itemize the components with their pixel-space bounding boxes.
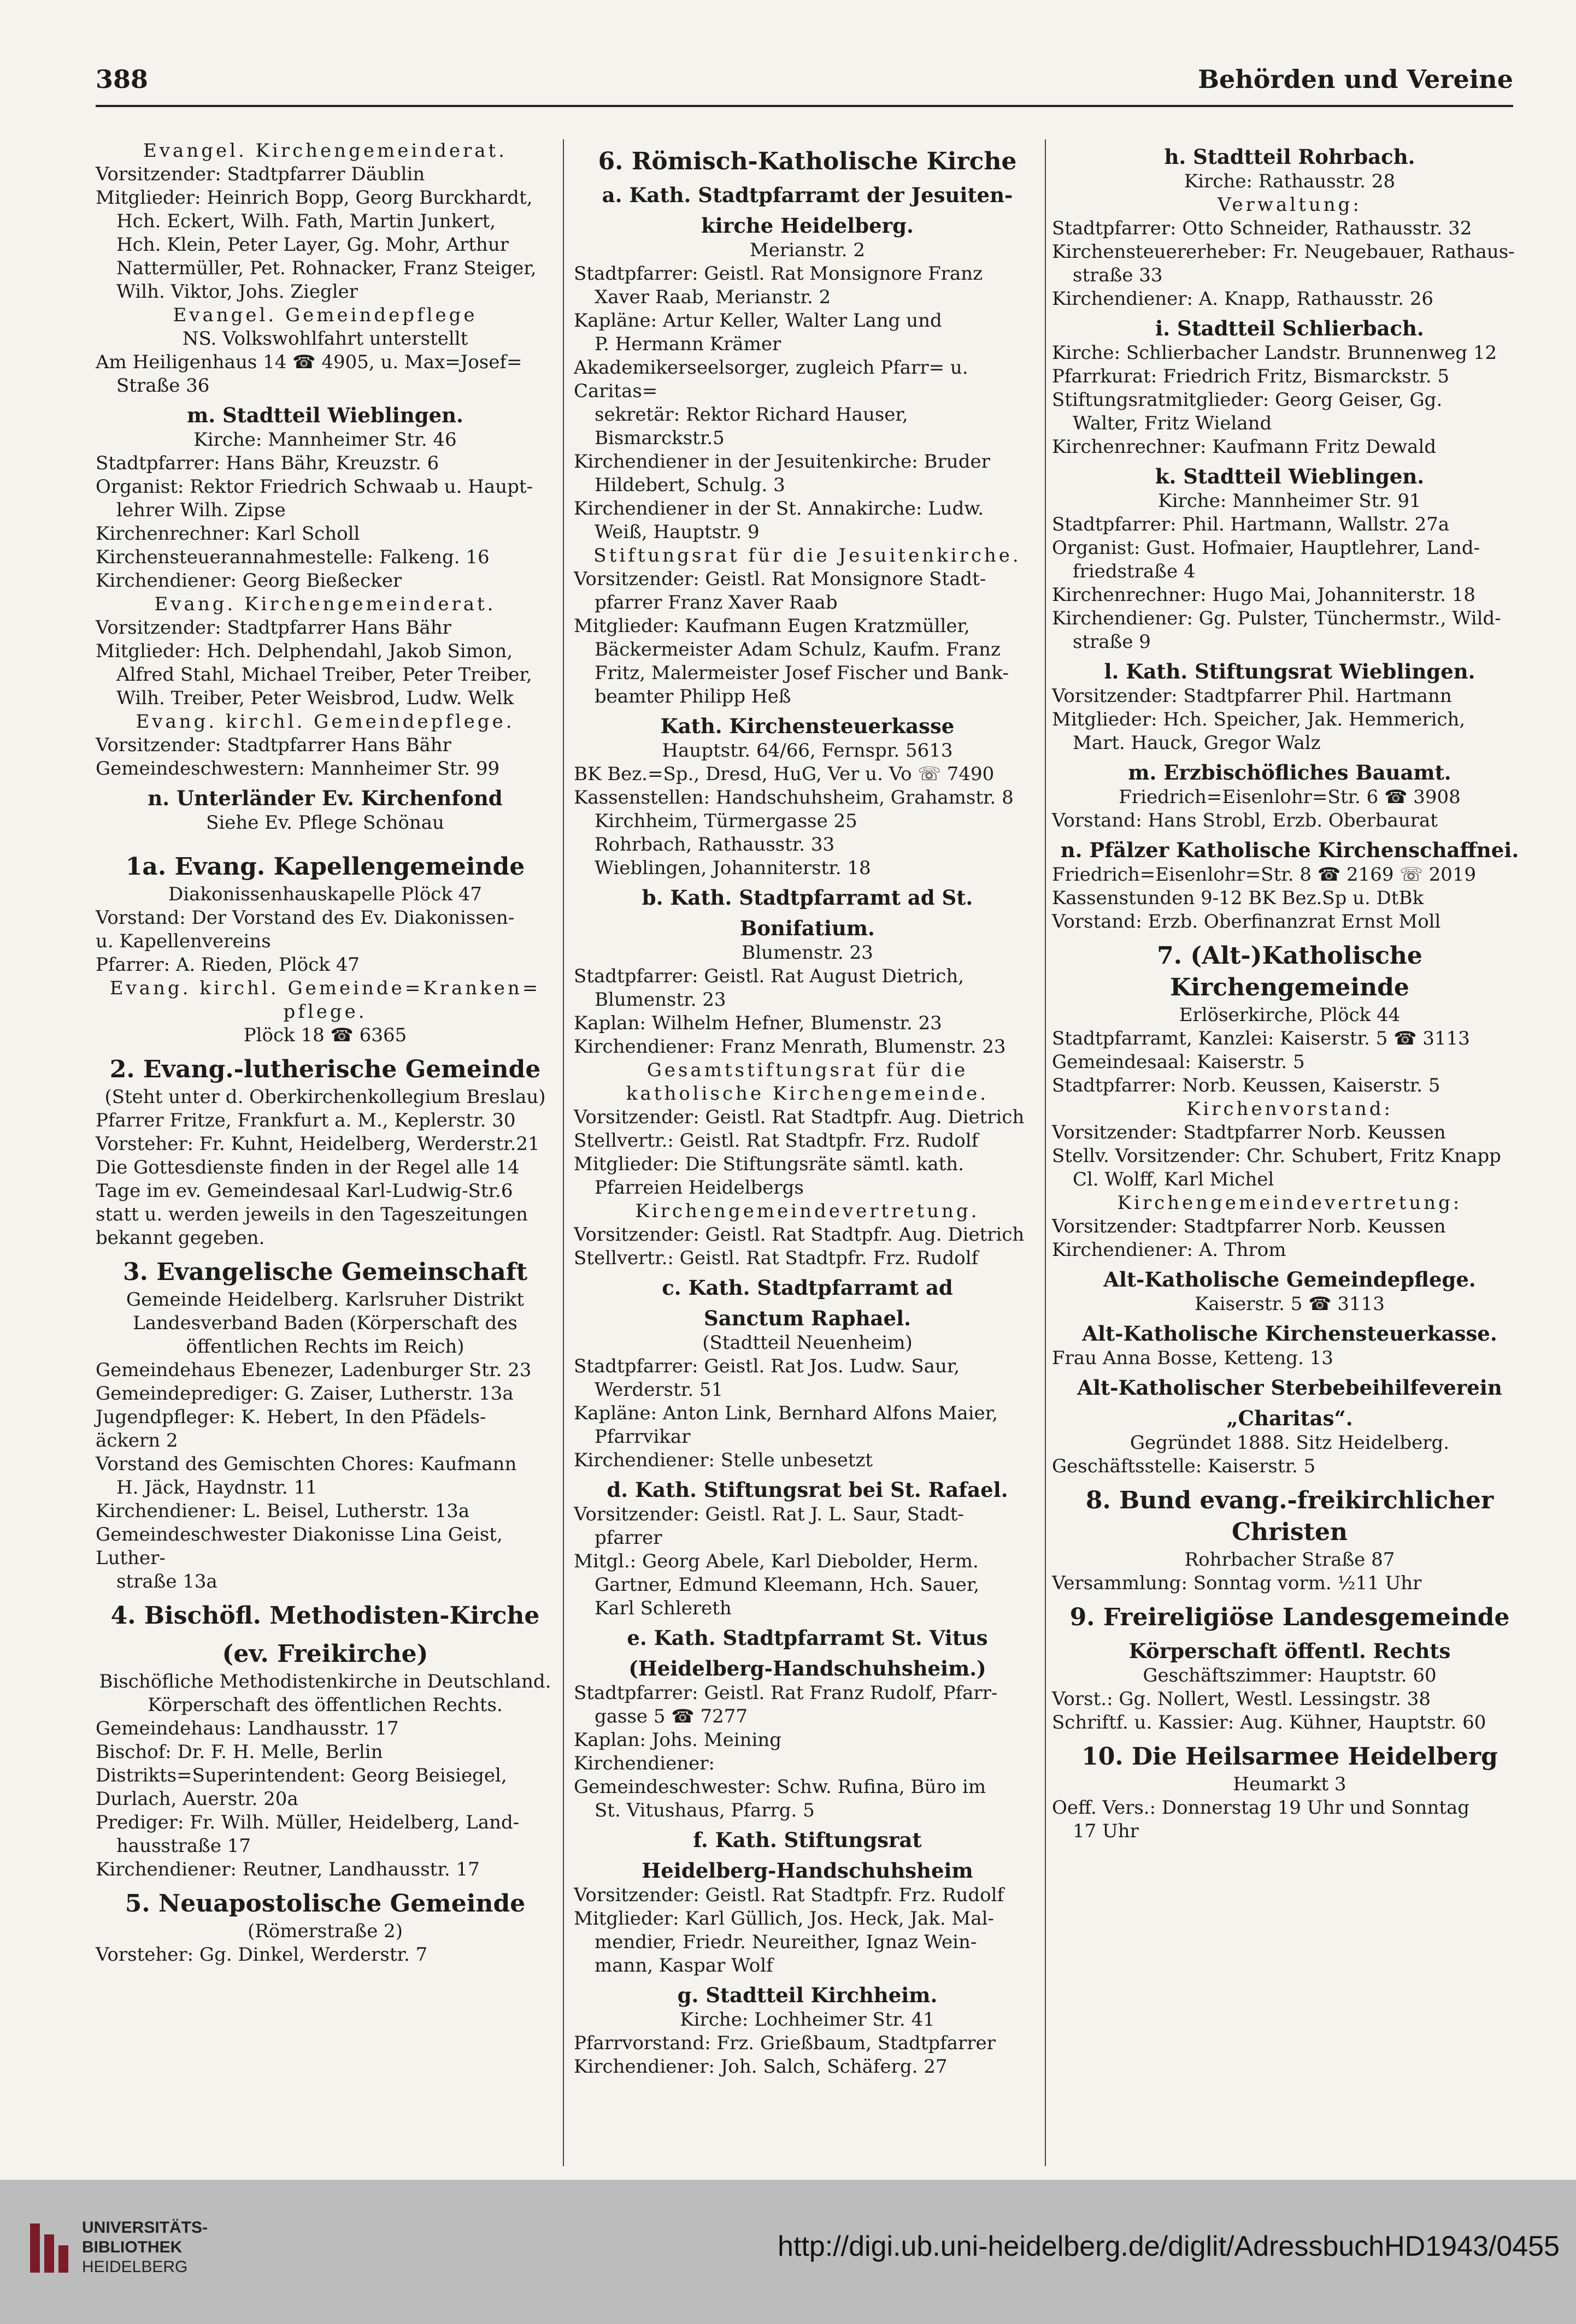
section-heading: 2. Evang.-lutherische Gemeinde bbox=[109, 1055, 541, 1083]
text-line: Stadtpfarramt, Kanzlei: Kaiserstr. 5 ☎ 3113 bbox=[1052, 1028, 1470, 1049]
section-heading: 9. Freireligiöse Landesgemeinde bbox=[1069, 1603, 1510, 1631]
text-line: Karl Schlereth bbox=[595, 1597, 732, 1619]
text-line: 17 Uhr bbox=[1073, 1820, 1139, 1842]
text-line: Blumenstr. 23 bbox=[742, 942, 873, 964]
text-line: Kirchenrechner: Hugo Mai, Johanniterstr. 18 bbox=[1052, 584, 1475, 606]
section-heading: 10. Die Heilsarmee Heidelberg bbox=[1081, 1743, 1498, 1771]
text-line: Gesamtstiftungsrat für die bbox=[646, 1059, 968, 1081]
section-heading: g. Stadtteil Kirchheim. bbox=[677, 1983, 938, 2007]
text-line: Kaplan: Wilhelm Hefner, Blumenstr. 23 bbox=[574, 1012, 942, 1034]
text-line: BK Bez.=Sp., Dresd, HuG, Ver u. Vo ☏ 7490 bbox=[574, 763, 995, 785]
text-line: lehrer Wilh. Zipse bbox=[116, 499, 286, 521]
text-line: (Stadtteil Neuenheim) bbox=[702, 1332, 913, 1354]
section-heading: a. Kath. Stadtpfarramt der Jesuiten- bbox=[602, 183, 1013, 207]
text-line: Kirche: Schlierbacher Landstr. Brunnenweg 12 bbox=[1052, 342, 1497, 364]
text-line: Verwaltung: bbox=[1218, 194, 1362, 216]
text-line: Gemeindeschwester Diakonisse Lina Geist, Luther- bbox=[96, 1524, 509, 1569]
text-line: Weiß, Hauptstr. 9 bbox=[595, 521, 760, 543]
section-heading: 4. Bischöfl. Methodisten-Kirche bbox=[110, 1602, 540, 1630]
text-line: Werderstr. 51 bbox=[595, 1379, 724, 1401]
text-line: Stadtpfarrer: Geistl. Rat August Dietrich, bbox=[574, 965, 965, 987]
text-line: Stadtpfarrer: Geistl. Rat Franz Rudolf, Pfarr- bbox=[574, 1682, 998, 1704]
running-title: Behörden und Vereine bbox=[1198, 64, 1513, 94]
text-line: Stellvertr.: Geistl. Rat Stadtpfr. Frz. Rudolf bbox=[574, 1130, 979, 1152]
text-line: Versammlung: Sonntag vorm. ½11 Uhr bbox=[1052, 1572, 1422, 1594]
text-line: Mitglieder: Kaufmann Eugen Kratzmüller, bbox=[574, 615, 970, 637]
text-line: Geschäftsstelle: Kaiserstr. 5 bbox=[1052, 1455, 1316, 1477]
text-line: Kassenstunden 9-12 BK Bez.Sp u. DtBk bbox=[1052, 887, 1424, 909]
column-right bbox=[1052, 139, 1527, 1843]
text-line: Hch. Klein, Peter Layer, Gg. Mohr, Arthur bbox=[116, 234, 509, 256]
text-line: Kirchendiener: Gg. Pulster, Tünchermstr., Wild- bbox=[1052, 607, 1501, 629]
text-line: Kaiserstr. 5 ☎ 3113 bbox=[1195, 1293, 1385, 1315]
text-line: Stadtpfarrer: Geistl. Rat Jos. Ludw. Saur, bbox=[574, 1355, 960, 1377]
text-line: Cl. Wolff, Karl Michel bbox=[1073, 1169, 1274, 1190]
text-line: Stiftungsratmitglieder: Georg Geiser, Gg. bbox=[1052, 389, 1443, 411]
text-line: sekretär: Rektor Richard Hauser, Bismarckstr.5 bbox=[595, 404, 914, 449]
text-line: Rohrbacher Straße 87 bbox=[1184, 1549, 1395, 1571]
text-line: Hauptstr. 64/66, Fernspr. 5613 bbox=[662, 740, 953, 762]
text-line: Merianstr. 2 bbox=[749, 239, 866, 261]
section-heading: Heidelberg-Handschuhsheim bbox=[642, 1859, 973, 1883]
section-heading: m. Erzbischöfliches Bauamt. bbox=[1128, 760, 1451, 785]
text-line: Xaver Raab, Merianstr. 2 bbox=[595, 286, 831, 308]
text-line: Kirche: Mannheimer Str. 46 bbox=[193, 429, 457, 451]
text-line: gasse 5 ☎ 7277 bbox=[595, 1706, 748, 1727]
text-line: Gemeinde Heidelberg. Karlsruher Distrikt bbox=[126, 1289, 525, 1311]
text-line: hausstraße 17 bbox=[116, 1835, 251, 1857]
text-line: Wilh. Treiber, Peter Weisbrod, Ludw. Welk bbox=[116, 687, 514, 709]
section-heading: e. Kath. Stadtpfarramt St. Vitus bbox=[627, 1626, 988, 1650]
section-heading: Alt-Katholischer Sterbebeihilfeverein bbox=[1077, 1376, 1502, 1400]
library-logo-text: UNIVERSITÄTS- BIBLIOTHEK HEIDELBERG bbox=[82, 2219, 208, 2276]
text-line: Kirche: Rathausstr. 28 bbox=[1184, 170, 1396, 192]
text-line: Kapläne: Anton Link, Bernhard Alfons Maier, bbox=[574, 1402, 998, 1424]
text-line: Stellv. Vorsitzender: Chr. Schubert, Fritz Knapp bbox=[1052, 1145, 1501, 1167]
text-line: Fritz, Malermeister Josef Fischer und Bank- bbox=[595, 662, 1009, 684]
text-line: Vorsitzender: Stadtpfarrer Däublin bbox=[96, 163, 425, 185]
text-line: Jugendpfleger: K. Hebert, In den Pfädels- bbox=[96, 1406, 486, 1428]
text-line: beamter Philipp Heß bbox=[595, 686, 791, 707]
text-line: Durlach, Auerstr. 20a bbox=[96, 1788, 298, 1810]
text-line: friedstraße 4 bbox=[1073, 561, 1196, 582]
text-line: H. Jäck, Haydnstr. 11 bbox=[116, 1477, 317, 1499]
text-line: Vorsitzender: Stadtpfarrer Phil. Hartmann bbox=[1052, 685, 1452, 707]
text-line: Gegründet 1888. Sitz Heidelberg. bbox=[1130, 1432, 1450, 1454]
text-line: Akademikerseelsorger, zugleich Pfarr= u. Caritas= bbox=[574, 357, 974, 402]
text-line: Plöck 18 ☎ 6365 bbox=[243, 1024, 407, 1046]
text-line: Kirchensteuererheber: Fr. Neugebauer, Rathaus- bbox=[1052, 241, 1515, 263]
text-line: Siehe Ev. Pflege Schönau bbox=[206, 812, 444, 834]
text-line: pfarrer bbox=[595, 1527, 662, 1549]
section-heading: 1a. Evang. Kapellengemeinde bbox=[125, 853, 525, 881]
section-heading: n. Unterländer Ev. Kirchenfond bbox=[148, 786, 503, 810]
text-line: Kirchheim, Türmergasse 25 bbox=[595, 810, 857, 832]
text-line: Kirchenvorstand: bbox=[1186, 1098, 1393, 1120]
text-line: Mart. Hauck, Gregor Walz bbox=[1073, 732, 1321, 754]
text-line: Hch. Eckert, Wilh. Fath, Martin Junkert, bbox=[116, 210, 496, 232]
text-line: Gemeindeschwester: Schw. Rufina, Büro im bbox=[574, 1776, 986, 1798]
text-line: Stadtpfarrer: Geistl. Rat Monsignore Franz bbox=[574, 263, 983, 285]
permalink-url[interactable]: http://digi.ub.uni-heidelberg.de/diglit/AdressbuchHD1943/0455 bbox=[778, 2231, 1560, 2262]
text-line: Pfarreien Heidelbergs bbox=[595, 1177, 804, 1199]
text-line: Oeff. Vers.: Donnerstag 19 Uhr und Sonntag bbox=[1052, 1797, 1470, 1819]
library-logo-icon bbox=[30, 2223, 68, 2273]
viewer-footer bbox=[0, 2180, 1576, 2324]
text-line: Vorsitzender: Stadtpfarrer Norb. Keussen bbox=[1052, 1216, 1446, 1237]
text-line: Nattermüller, Pet. Rohnacker, Franz Steiger, bbox=[116, 257, 537, 279]
text-line bbox=[96, 835, 555, 845]
text-line: Evangel. Kirchengemeinderat. bbox=[143, 140, 507, 162]
text-line: Pfarrer: A. Rieden, Plöck 47 bbox=[96, 954, 360, 976]
text-line: Evang. Kirchengemeinderat. bbox=[154, 593, 496, 615]
section-heading: l. Kath. Stiftungsrat Wieblingen. bbox=[1104, 659, 1475, 683]
text-line: Kirchendiener: L. Beisel, Lutherstr. 13a bbox=[96, 1500, 470, 1522]
text-line: Evangel. Gemeindepflege bbox=[173, 304, 478, 326]
text-line: Erlöserkirche, Plöck 44 bbox=[1179, 1004, 1401, 1026]
text-line: Gemeindehaus: Landhausstr. 17 bbox=[96, 1718, 399, 1739]
text-line: Kirche: Lochheimer Str. 41 bbox=[680, 2009, 935, 2031]
text-line: Kirchendiener in der St. Annakirche: Ludw. bbox=[574, 498, 984, 520]
text-line: Kassenstellen: Handschuhsheim, Grahamstr. 8 bbox=[574, 787, 1014, 809]
text-line: Vorsitzender: Geistl. Rat Stadtpfr. Aug. Dietrich bbox=[574, 1224, 1025, 1246]
header-rule bbox=[96, 105, 1513, 107]
text-line: mann, Kaspar Wolf bbox=[595, 1955, 773, 1977]
text-line: Körperschaft des öffentlichen Rechts. bbox=[148, 1694, 503, 1716]
text-line: Vorstand des Gemischten Chores: Kaufmann bbox=[96, 1453, 517, 1475]
text-line: Stadtpfarrer: Otto Schneider, Rathausstr. 32 bbox=[1052, 217, 1472, 239]
text-line: Vorsitzender: Geistl. Rat J. L. Saur, Stadt- bbox=[574, 1503, 964, 1525]
text-line: NS. Volkswohlfahrt unterstellt bbox=[182, 328, 468, 350]
text-line: Walter, Fritz Wieland bbox=[1073, 412, 1272, 434]
text-line: Straße 36 bbox=[116, 375, 210, 397]
text-line: Vorstand: Der Vorstand des Ev. Diakonissen- bbox=[96, 907, 515, 929]
text-line: Kirchengemeindevertretung. bbox=[635, 1200, 980, 1222]
text-line: Gemeindesaal: Kaiserstr. 5 bbox=[1052, 1051, 1305, 1073]
text-line: Kaplan: Johs. Meining bbox=[574, 1729, 782, 1751]
text-line: Vorsitzender: Stadtpfarrer Norb. Keussen bbox=[1052, 1122, 1446, 1143]
text-line: Alfred Stahl, Michael Treiber, Peter Treiber, bbox=[116, 664, 532, 686]
text-line: Vorsitzender: Stadtpfarrer Hans Bähr bbox=[96, 617, 451, 639]
section-heading: 8. Bund evang.-freikirchlicher Christen bbox=[1085, 1487, 1502, 1546]
section-heading: 6. Römisch-Katholische Kirche bbox=[598, 148, 1017, 175]
text-line: Vorsteher: Fr. Kuhnt, Heidelberg, Werderstr.21 bbox=[96, 1133, 540, 1155]
text-line: Stadtpfarrer: Hans Bähr, Kreuzstr. 6 bbox=[96, 452, 439, 474]
text-line: straße 33 bbox=[1073, 264, 1163, 286]
text-line: Tage im ev. Gemeindesaal Karl-Ludwig-Str.6 bbox=[96, 1180, 513, 1202]
section-heading: k. Stadtteil Wieblingen. bbox=[1155, 464, 1425, 488]
text-line: St. Vitushaus, Pfarrg. 5 bbox=[595, 1800, 815, 1821]
page-header bbox=[96, 64, 1513, 103]
text-line: (Römerstraße 2) bbox=[247, 1920, 403, 1942]
column-divider bbox=[563, 139, 564, 2166]
text-line: Blumenstr. 23 bbox=[595, 989, 726, 1011]
page-number: 388 bbox=[96, 64, 149, 94]
section-heading: 3. Evangelische Gemeinschaft bbox=[122, 1258, 528, 1286]
text-line: Mitglieder: Hch. Speicher, Jak. Hemmerich, bbox=[1052, 709, 1466, 730]
section-heading: (Heidelberg-Handschuhsheim.) bbox=[628, 1656, 986, 1680]
text-line: Heumarkt 3 bbox=[1233, 1773, 1346, 1795]
text-line: Gemeindeschwestern: Mannheimer Str. 99 bbox=[96, 758, 500, 780]
text-line: Kirchendiener: bbox=[574, 1753, 715, 1774]
section-heading: i. Stadtteil Schlierbach. bbox=[1155, 316, 1424, 340]
text-line: öffentlichen Rechts im Reich) bbox=[186, 1336, 464, 1358]
section-heading: „Charitas“. bbox=[1226, 1406, 1353, 1430]
text-line: Am Heiligenhaus 14 ☎ 4905, u. Max=Josef= bbox=[96, 351, 522, 373]
section-heading: Alt-Katholische Gemeindepflege. bbox=[1103, 1267, 1476, 1291]
text-line: Kirchendiener: Joh. Salch, Schäferg. 27 bbox=[574, 2056, 948, 2078]
text-line: Kirchenrechner: Kaufmann Fritz Dewald bbox=[1052, 436, 1437, 458]
text-line: Vorstand: Erzb. Oberfinanzrat Ernst Moll bbox=[1052, 911, 1441, 933]
text-line: Die Gottesdienste finden in der Regel alle 14 bbox=[96, 1157, 520, 1178]
text-line: Wilh. Viktor, Johs. Ziegler bbox=[116, 281, 358, 303]
section-heading: 5. Neuapostolische Gemeinde bbox=[125, 1890, 526, 1918]
text-line: Kirchenrechner: Karl Scholl bbox=[96, 523, 360, 545]
text-line: Evang. kirchl. Gemeindepflege. bbox=[136, 711, 515, 733]
text-line: Rohrbach, Rathausstr. 33 bbox=[595, 834, 835, 856]
text-line: Vorsitzender: Geistl. Rat Monsignore Stadt- bbox=[574, 568, 986, 590]
text-line: Schriftf. u. Kassier: Aug. Kühner, Hauptstr. 60 bbox=[1052, 1712, 1486, 1733]
section-heading: d. Kath. Stiftungsrat bei St. Rafael. bbox=[607, 1478, 1008, 1502]
text-line: Friedrich=Eisenlohr=Str. 8 ☎ 2169 ☏ 2019 bbox=[1052, 864, 1477, 886]
text-line: Stellvertr.: Geistl. Rat Stadtpfr. Frz. Rudolf bbox=[574, 1247, 979, 1269]
text-line: Kirchendiener: A. Knapp, Rathausstr. 26 bbox=[1052, 288, 1433, 310]
text-line: Wieblingen, Johanniterstr. 18 bbox=[595, 857, 871, 879]
text-line: Geschäftszimmer: Hauptstr. 60 bbox=[1143, 1665, 1437, 1686]
column-divider bbox=[1045, 139, 1046, 2166]
section-heading: Bonifatium. bbox=[740, 916, 875, 940]
section-heading: Körperschaft öffentl. Rechts bbox=[1128, 1639, 1451, 1663]
text-line: Bäckermeister Adam Schulz, Kaufm. Franz bbox=[595, 639, 1001, 660]
text-line: u. Kapellenvereins bbox=[96, 930, 271, 952]
text-line: Frau Anna Bosse, Ketteng. 13 bbox=[1052, 1347, 1333, 1369]
text-line: Friedrich=Eisenlohr=Str. 6 ☎ 3908 bbox=[1119, 786, 1461, 808]
text-line: straße 9 bbox=[1073, 631, 1151, 653]
text-line: Kirchengemeindevertretung: bbox=[1117, 1192, 1462, 1214]
text-line: Diakonissenhauskapelle Plöck 47 bbox=[168, 883, 483, 905]
text-line: Vorsitzender: Geistl. Rat Stadtpfr. Aug. Dietrich bbox=[574, 1106, 1025, 1128]
section-heading: (ev. Freikirche) bbox=[222, 1640, 428, 1668]
text-line: Kirchendiener in der Jesuitenkirche: Bruder bbox=[574, 451, 990, 473]
text-line: Gartner, Edmund Kleemann, Hch. Sauer, bbox=[595, 1574, 980, 1596]
text-line: Kirchensteuerannahmestelle: Falkeng. 16 bbox=[96, 546, 490, 568]
text-line: äckern 2 bbox=[96, 1430, 178, 1452]
text-line: statt u. werden jeweils in den Tageszeitungen bbox=[96, 1204, 528, 1225]
text-line: Pfarrvikar bbox=[595, 1426, 691, 1448]
text-line: katholische Kirchengemeinde. bbox=[626, 1083, 989, 1105]
text-line: Bischof: Dr. F. H. Melle, Berlin bbox=[96, 1741, 383, 1763]
text-line: Distrikts=Superintendent: Georg Beisiegel, bbox=[96, 1765, 507, 1786]
text-line: Pfarrvorstand: Frz. Grießbaum, Stadtpfarrer bbox=[574, 2032, 996, 2054]
text-line: Gemeindehaus Ebenezer, Ladenburger Str. 23 bbox=[96, 1359, 532, 1381]
text-line: Kirchendiener: Franz Menrath, Blumenstr. 23 bbox=[574, 1036, 1006, 1058]
text-line: P. Hermann Krämer bbox=[595, 333, 781, 355]
text-line: Mitglieder: Die Stiftungsräte sämtl. kath. bbox=[574, 1153, 964, 1175]
text-line: (Steht unter d. Oberkirchenkollegium Breslau) bbox=[104, 1086, 546, 1108]
text-line: Kirchendiener: Reutner, Landhausstr. 17 bbox=[96, 1859, 480, 1880]
text-line: straße 13a bbox=[116, 1571, 217, 1592]
text-line: Kirchendiener: Georg Bießecker bbox=[96, 570, 402, 592]
text-line: Vorst.: Gg. Nollert, Westl. Lessingstr. 38 bbox=[1052, 1688, 1431, 1710]
text-line: Mitglieder: Heinrich Bopp, Georg Burckhardt, bbox=[96, 187, 533, 209]
text-line: Pfarrer Fritze, Frankfurt a. M., Keplerstr. 30 bbox=[96, 1110, 516, 1131]
column-left bbox=[96, 139, 555, 1967]
text-line: Vorsitzender: Stadtpfarrer Hans Bähr bbox=[96, 734, 451, 756]
text-line: Kirchendiener: A. Throm bbox=[1052, 1239, 1286, 1261]
section-heading: Sanctum Raphael. bbox=[704, 1306, 911, 1330]
section-heading: m. Stadtteil Wieblingen. bbox=[187, 403, 463, 427]
text-line: Mitglieder: Hch. Delphendahl, Jakob Simon, bbox=[96, 640, 513, 662]
text-line: Evang. kirchl. Gemeinde=Kranken= bbox=[109, 977, 541, 999]
text-line: bekannt gegeben. bbox=[96, 1227, 265, 1249]
text-line: Gemeindeprediger: G. Zaiser, Lutherstr. 13a bbox=[96, 1383, 514, 1405]
section-heading: kirche Heidelberg. bbox=[701, 214, 914, 238]
section-heading: b. Kath. Stadtpfarramt ad St. bbox=[642, 886, 973, 910]
text-line: Hildebert, Schulg. 3 bbox=[595, 474, 785, 496]
text-line: Kirche: Mannheimer Str. 91 bbox=[1158, 490, 1421, 512]
column-middle bbox=[574, 139, 1041, 2079]
text-line: pflege. bbox=[283, 1001, 367, 1023]
text-line: Bischöfliche Methodistenkirche in Deutschland. bbox=[99, 1671, 551, 1692]
text-line: Mitglieder: Karl Güllich, Jos. Heck, Jak. Mal- bbox=[574, 1908, 994, 1930]
text-line: Organist: Gust. Hofmaier, Hauptlehrer, Land- bbox=[1052, 537, 1480, 559]
text-line: Vorsteher: Gg. Dinkel, Werderstr. 7 bbox=[96, 1944, 428, 1966]
section-heading: Kath. Kirchensteuerkasse bbox=[660, 714, 955, 738]
text-line: Kapläne: Artur Keller, Walter Lang und bbox=[574, 310, 942, 332]
text-line: Vorsitzender: Geistl. Rat Stadtpfr. Frz. Rudolf bbox=[574, 1884, 1004, 1906]
text-line: Mitgl.: Georg Abele, Karl Diebolder, Herm. bbox=[574, 1550, 979, 1572]
text-line: Stadtpfarrer: Phil. Hartmann, Wallstr. 27a bbox=[1052, 514, 1450, 535]
section-heading: f. Kath. Stiftungsrat bbox=[693, 1828, 922, 1852]
text-line: Stiftungsrat für die Jesuitenkirche. bbox=[593, 545, 1021, 567]
text-line: Landesverband Baden (Körperschaft des bbox=[133, 1312, 518, 1334]
text-line: Kirchendiener: Stelle unbesetzt bbox=[574, 1449, 873, 1471]
text-line: Vorstand: Hans Strobl, Erzb. Oberbaurat bbox=[1052, 810, 1438, 831]
text-line: Prediger: Fr. Wilh. Müller, Heidelberg, Land- bbox=[96, 1812, 520, 1833]
section-heading: Alt-Katholische Kirchensteuerkasse. bbox=[1082, 1322, 1497, 1346]
section-heading: h. Stadtteil Rohrbach. bbox=[1164, 145, 1415, 169]
text-line: mendier, Friedr. Neureither, Ignaz Wein- bbox=[595, 1931, 977, 1953]
section-heading: c. Kath. Stadtpfarramt ad bbox=[662, 1276, 953, 1300]
section-heading: n. Pfälzer Katholische Kirchenschaffnei. bbox=[1060, 838, 1519, 862]
text-line: Pfarrkurat: Friedrich Fritz, Bismarckstr. 5 bbox=[1052, 365, 1450, 387]
text-line: Stadtpfarrer: Norb. Keussen, Kaiserstr. 5 bbox=[1052, 1075, 1440, 1096]
text-line: Organist: Rektor Friedrich Schwaab u. Haupt- bbox=[96, 476, 533, 498]
text-line: pfarrer Franz Xaver Raab bbox=[595, 592, 838, 614]
section-heading: 7. (Alt-)Katholische Kirchengemeinde bbox=[1157, 942, 1431, 1001]
